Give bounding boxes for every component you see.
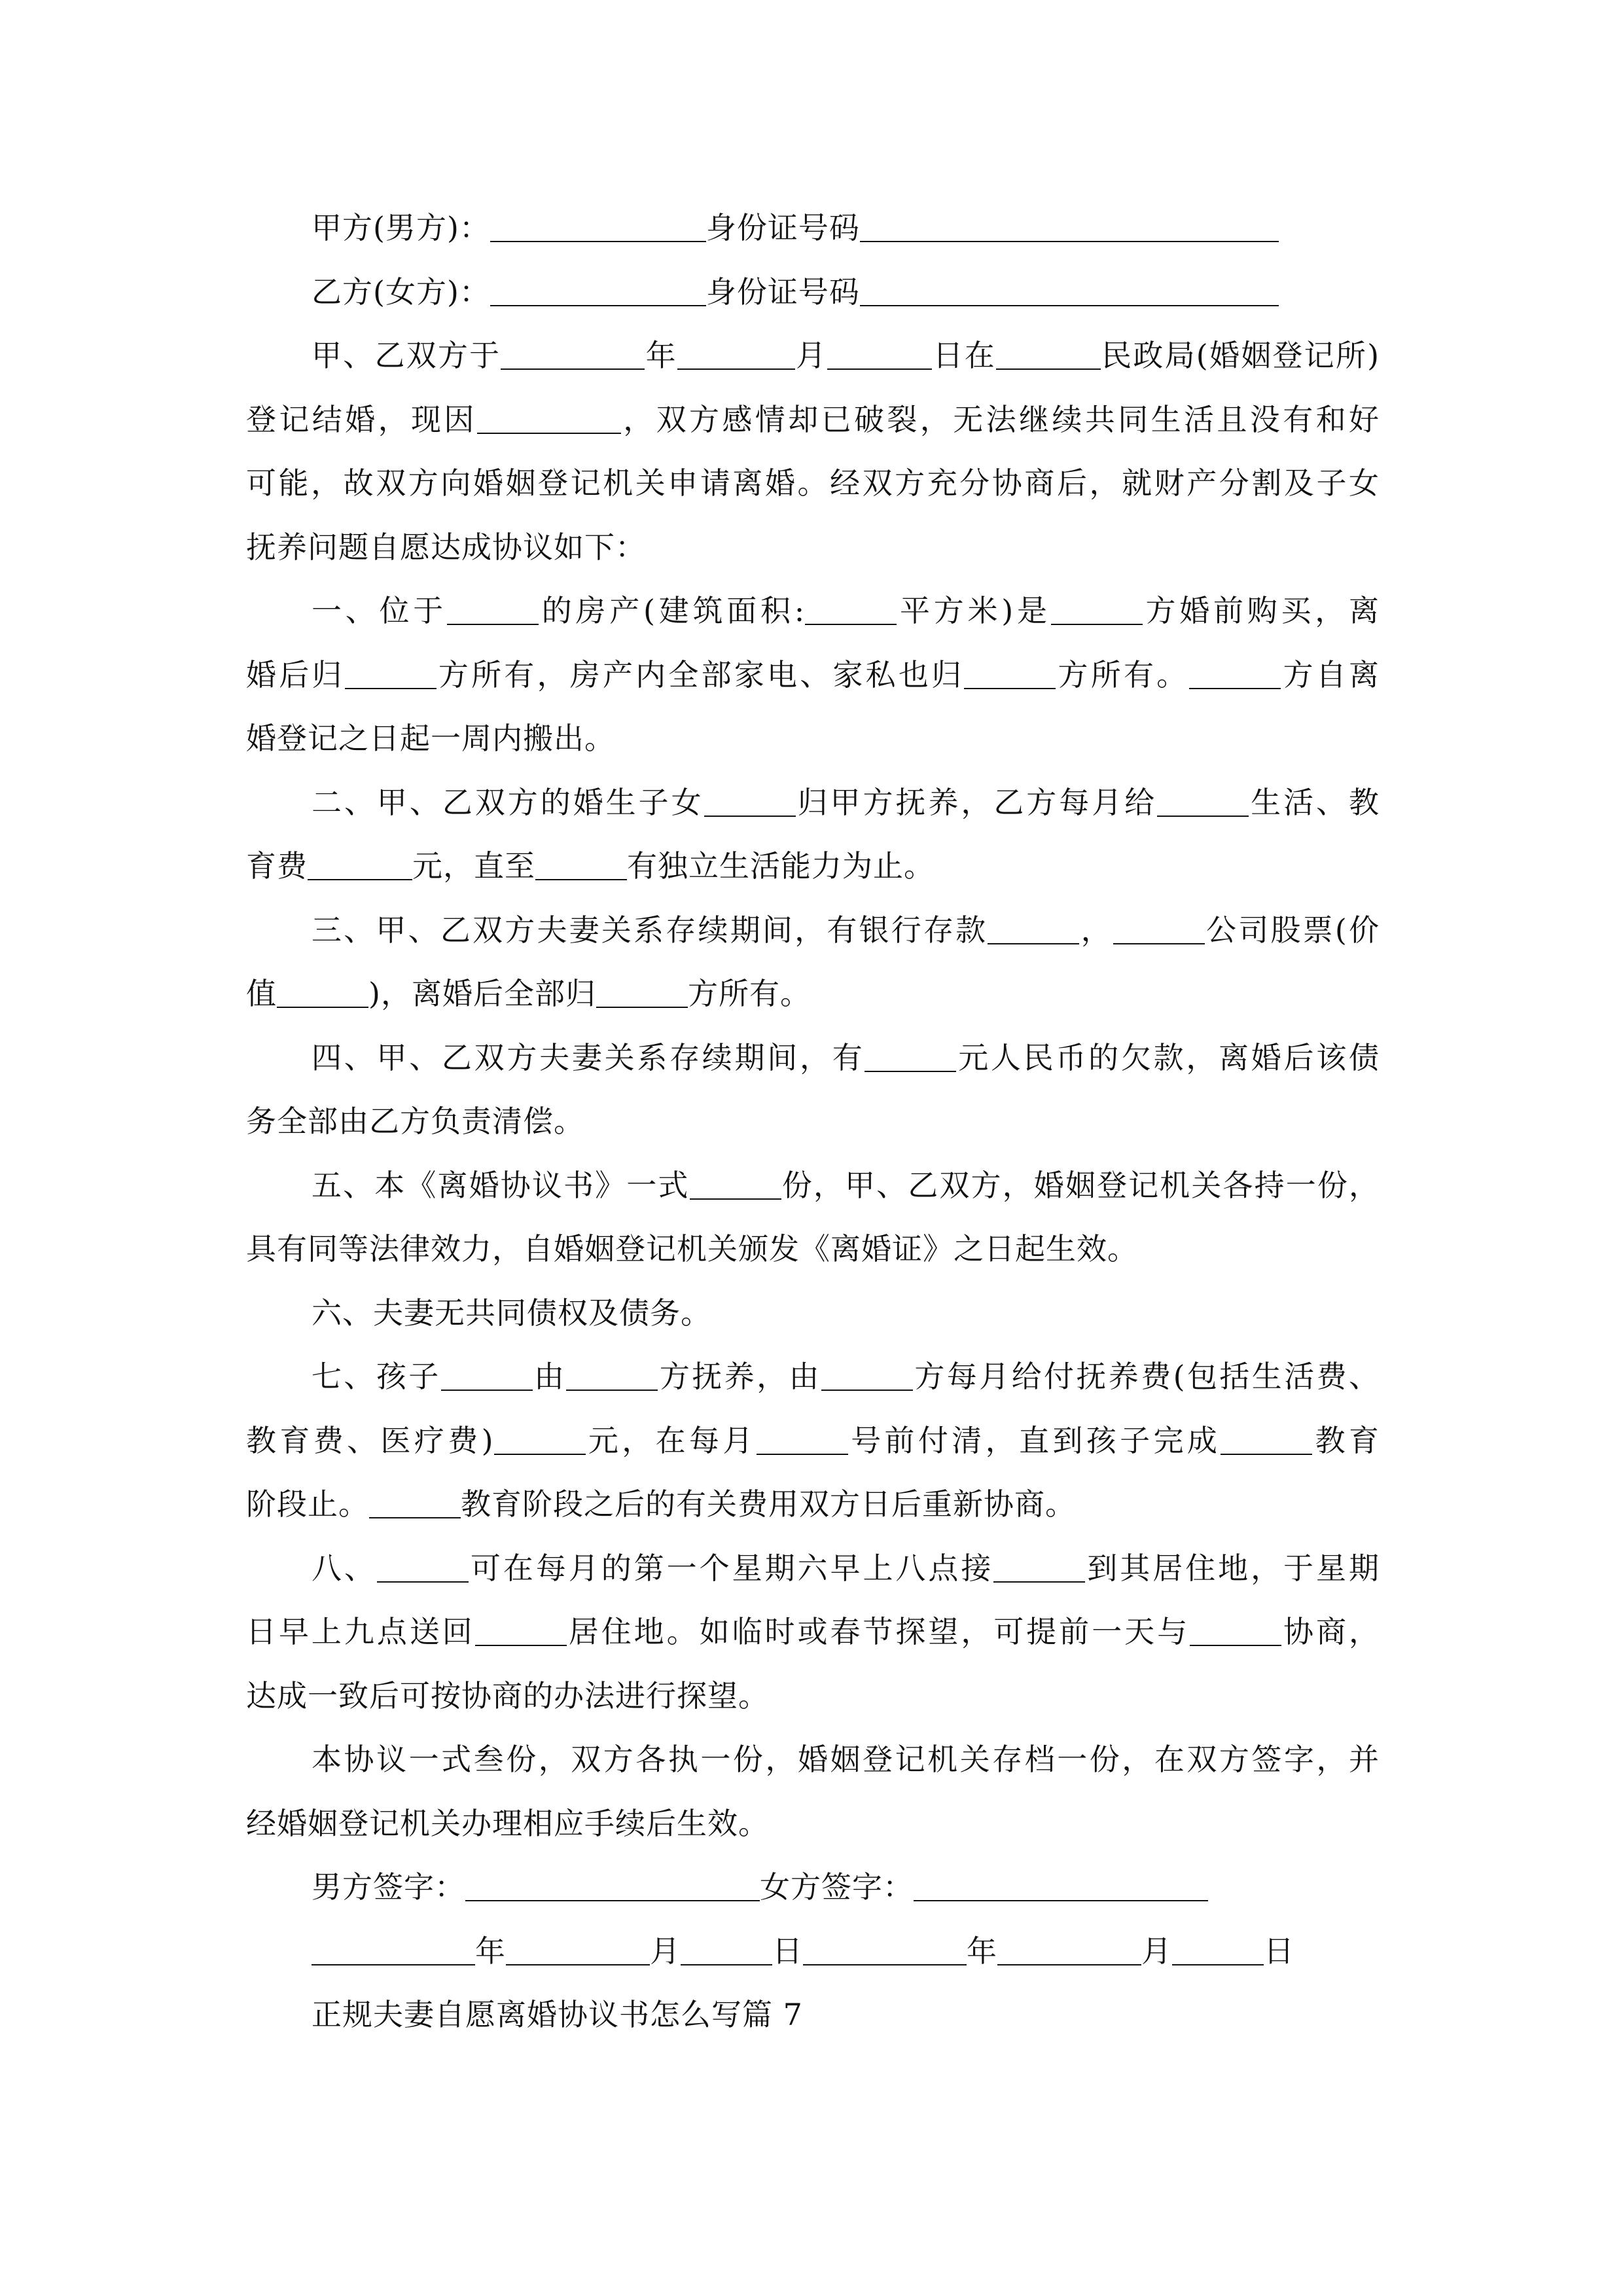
clause-3-line: 三、甲、乙双方夫妻关系存续期间，有银行存款 ， 公司股票(价 [312,912,1380,948]
paragraph-line: 登记结婚，现因 ，双方感情却已破裂，无法继续共同生活且没有和好 [246,401,1380,437]
paragraph-line: 可能，故双方向婚姻登记机关申请离婚。经双方充分协商后，就财产分割及子女 [246,465,1380,501]
clause-8-line: 八、 可在每月的第一个星期六早上八点接 到其居住地，于星期 [312,1550,1380,1586]
clause-7-line: 教育费、医疗费) 元，在每月 号前付清，直到孩子完成 教育 [246,1422,1380,1458]
clause-7-line: 七、孩子 由 方抚养，由 方每月给付抚养费(包括生活费、 [312,1359,1380,1394]
closing-line: 本协议一式叁份，双方各执一份，婚姻登记机关存档一份，在双方签字，并 [312,1742,1380,1777]
party-a-name-blank [490,211,706,242]
signature-line: 男方签字： 女方签字： [246,1856,1380,1920]
clause-1-line: 婚后归 方所有，房产内全部家电、家私也归 方所有。 方自离 [246,656,1380,692]
closing-line: 经婚姻登记机关办理相应手续后生效。 [246,1805,769,1841]
party-b-id-blank [860,275,1279,306]
agreement-text [246,196,1380,2047]
clause-7-line: 阶段止。 教育阶段之后的有关费用双方日后重新协商。 [246,1486,1076,1522]
clause-8-line: 日早上九点送回 居住地。如临时或春节探望，可提前一天与 协商， [246,1614,1380,1649]
clause-2-line: 二、甲、乙双方的婚生子女 归甲方抚养，乙方每月给 生活、教 [312,784,1380,820]
clause-5-line: 五、本《离婚协议书》一式 份，甲、乙双方，婚姻登记机关各持一份， [312,1167,1380,1203]
paragraph-line: 抚养问题自愿达成协议如下： [246,529,646,565]
date-line: 年 月 日 年 月 日 [246,1920,1380,1984]
paragraph-line: 甲、乙双方于 年 月 日在 民政局(婚姻登记所) [312,338,1380,373]
party-a-line: 甲方(男方)： 身份证号码 [246,196,1380,260]
clause-1-line: 一、位于 的房产(建筑面积: 平方米)是 方婚前购买，离 [312,593,1380,628]
section-heading: 正规夫妻自愿离婚协议书怎么写篇 7 [312,1997,803,2032]
clause-6-line: 六、夫妻无共同债权及债务。 [312,1295,711,1331]
party-b-line: 乙方(女方)： 身份证号码 [246,260,1380,325]
party-b-name-blank [490,275,706,306]
clause-4-line: 务全部由乙方负责清偿。 [246,1103,584,1139]
clause-3-line: 值 )，离婚后全部归 方所有。 [246,976,811,1011]
clause-8-line: 达成一致后可按协商的办法进行探望。 [246,1677,769,1713]
clause-5-line: 具有同等法律效力，自婚姻登记机关颁发《离婚证》之日起生效。 [246,1231,1138,1266]
clause-4-line: 四、甲、乙双方夫妻关系存续期间，有 元人民币的欠款，离婚后该债 [312,1039,1380,1075]
male-signature-blank [465,1870,760,1901]
party-a-id-blank [860,211,1279,242]
clause-1-line: 婚登记之日起一周内搬出。 [246,721,615,756]
female-signature-blank [914,1870,1208,1901]
clause-2-line: 育费 元，直至 有独立生活能力为止。 [246,848,935,884]
